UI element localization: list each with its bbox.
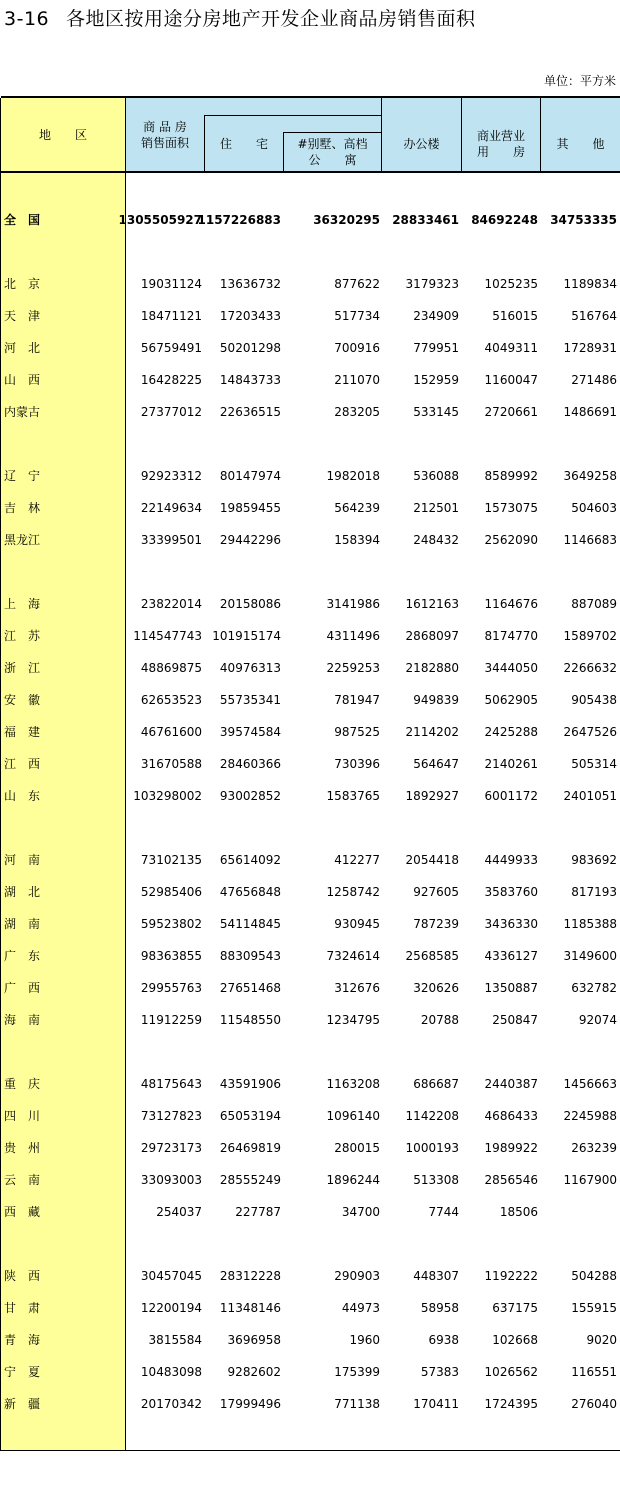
cell-commercial: 2720661 bbox=[484, 405, 538, 419]
cell-residential: 101915174 bbox=[212, 629, 281, 643]
cell-office: 248432 bbox=[413, 533, 459, 547]
cell-total: 12200194 bbox=[140, 1301, 202, 1315]
cell-other: 1728931 bbox=[563, 341, 617, 355]
cell-residential: 14843733 bbox=[219, 373, 281, 387]
region-name: 安 徽 bbox=[4, 693, 41, 707]
cell-commercial: 8174770 bbox=[484, 629, 538, 643]
table-row bbox=[0, 912, 620, 936]
cell-office: 170411 bbox=[413, 1397, 459, 1411]
cell-total: 48175643 bbox=[140, 1077, 202, 1091]
region-name: 江 苏 bbox=[4, 629, 41, 643]
cell-other: 2266632 bbox=[563, 661, 617, 675]
cell-villa: 987525 bbox=[334, 725, 380, 739]
cell-office: 949839 bbox=[413, 693, 459, 707]
cell-villa: 44973 bbox=[341, 1301, 380, 1315]
cell-residential: 11348146 bbox=[219, 1301, 281, 1315]
cell-commercial: 3436330 bbox=[484, 917, 538, 931]
cell-office: 513308 bbox=[413, 1173, 459, 1187]
cell-other: 2401051 bbox=[563, 789, 617, 803]
cell-villa: 1583765 bbox=[326, 789, 380, 803]
cell-office: 57383 bbox=[420, 1365, 459, 1379]
table-row bbox=[0, 1136, 620, 1160]
table-row bbox=[0, 624, 620, 648]
cell-commercial: 516015 bbox=[492, 309, 538, 323]
cell-other: 9020 bbox=[586, 1333, 617, 1347]
table-row bbox=[0, 1264, 620, 1288]
region-name: 上 海 bbox=[4, 597, 41, 611]
cell-total: 11912259 bbox=[140, 1013, 202, 1027]
header-other: 其 他 bbox=[556, 137, 605, 151]
cell-residential: 40976313 bbox=[219, 661, 281, 675]
cell-commercial: 250847 bbox=[492, 1013, 538, 1027]
cell-villa: 781947 bbox=[334, 693, 380, 707]
cell-total: 22149634 bbox=[140, 501, 202, 515]
table-row bbox=[0, 880, 620, 904]
cell-residential: 22636515 bbox=[219, 405, 281, 419]
region-name: 四 川 bbox=[4, 1109, 41, 1123]
cell-villa: 1163208 bbox=[326, 1077, 380, 1091]
cell-total: 29955763 bbox=[140, 981, 202, 995]
cell-total: 73127823 bbox=[140, 1109, 202, 1123]
cell-commercial: 2562090 bbox=[484, 533, 538, 547]
cell-commercial: 8589992 bbox=[484, 469, 538, 483]
cell-villa: 930945 bbox=[334, 917, 380, 931]
table-row bbox=[0, 1360, 620, 1384]
region-name: 陕 西 bbox=[4, 1269, 41, 1283]
table-row bbox=[0, 1072, 620, 1096]
region-name: 广 东 bbox=[4, 949, 41, 963]
cell-villa: 2259253 bbox=[326, 661, 380, 675]
cell-commercial: 4336127 bbox=[484, 949, 538, 963]
region-name: 广 西 bbox=[4, 981, 41, 995]
cell-office: 448307 bbox=[413, 1269, 459, 1283]
cell-other: 817193 bbox=[571, 885, 617, 899]
region-name: 吉 林 bbox=[4, 501, 41, 515]
cell-total: 23822014 bbox=[140, 597, 202, 611]
cell-office: 28833461 bbox=[392, 213, 459, 227]
cell-office: 2054418 bbox=[405, 853, 459, 867]
cell-other: 2647526 bbox=[563, 725, 617, 739]
cell-total: 254037 bbox=[156, 1205, 202, 1219]
cell-residential: 227787 bbox=[235, 1205, 281, 1219]
table-row bbox=[0, 336, 620, 360]
cell-commercial: 6001172 bbox=[484, 789, 538, 803]
region-name: 辽 宁 bbox=[4, 469, 41, 483]
region-name: 内蒙古 bbox=[4, 405, 41, 419]
cell-villa: 280015 bbox=[334, 1141, 380, 1155]
header-commercial: 商业营业 用 房 bbox=[476, 129, 525, 159]
cell-total: 33093003 bbox=[140, 1173, 202, 1187]
cell-commercial: 1192222 bbox=[484, 1269, 538, 1283]
table-row bbox=[0, 592, 620, 616]
cell-residential: 20158086 bbox=[219, 597, 281, 611]
cell-total: 46761600 bbox=[140, 725, 202, 739]
header-office: 办公楼 bbox=[403, 137, 440, 151]
cell-commercial: 1573075 bbox=[484, 501, 538, 515]
cell-villa: 564239 bbox=[334, 501, 380, 515]
table-row bbox=[0, 1328, 620, 1352]
table-row bbox=[0, 1168, 620, 1192]
cell-total: 33399501 bbox=[140, 533, 202, 547]
cell-total: 48869875 bbox=[140, 661, 202, 675]
table-title: 各地区按用途分房地产开发企业商品房销售面积 bbox=[66, 8, 476, 30]
region-name: 全 国 bbox=[4, 213, 41, 227]
cell-office: 152959 bbox=[413, 373, 459, 387]
region-name: 贵 州 bbox=[4, 1141, 41, 1155]
cell-other: 263239 bbox=[571, 1141, 617, 1155]
cell-other: 34753335 bbox=[550, 213, 617, 227]
cell-other: 1146683 bbox=[563, 533, 617, 547]
table-row bbox=[0, 688, 620, 712]
table-row bbox=[0, 1200, 620, 1224]
region-name: 山 东 bbox=[4, 789, 41, 803]
cell-office: 212501 bbox=[413, 501, 459, 515]
cell-office: 2868097 bbox=[405, 629, 459, 643]
cell-other: 504288 bbox=[571, 1269, 617, 1283]
cell-other: 2245988 bbox=[563, 1109, 617, 1123]
cell-residential: 3696958 bbox=[227, 1333, 281, 1347]
region-name: 黑龙江 bbox=[4, 533, 41, 547]
header-villa: #别墅、高档 公 寓 bbox=[297, 137, 368, 167]
cell-total: 16428225 bbox=[140, 373, 202, 387]
cell-office: 3179323 bbox=[405, 277, 459, 291]
cell-total: 19031124 bbox=[140, 277, 202, 291]
cell-office: 536088 bbox=[413, 469, 459, 483]
cell-villa: 7324614 bbox=[326, 949, 380, 963]
cell-commercial: 2425288 bbox=[484, 725, 538, 739]
cell-total: 56759491 bbox=[140, 341, 202, 355]
header-total: 商 品 房 销售面积 bbox=[140, 120, 189, 150]
table-row bbox=[0, 528, 620, 552]
cell-total: 98363855 bbox=[140, 949, 202, 963]
region-name: 河 南 bbox=[4, 853, 41, 867]
cell-residential: 39574584 bbox=[219, 725, 281, 739]
cell-villa: 1096140 bbox=[326, 1109, 380, 1123]
cell-residential: 55735341 bbox=[219, 693, 281, 707]
cell-total: 27377012 bbox=[140, 405, 202, 419]
cell-residential: 17999496 bbox=[219, 1397, 281, 1411]
cell-other: 504603 bbox=[571, 501, 617, 515]
cell-villa: 1960 bbox=[349, 1333, 380, 1347]
cell-office: 234909 bbox=[413, 309, 459, 323]
cell-office: 2114202 bbox=[405, 725, 459, 739]
cell-villa: 412277 bbox=[334, 853, 380, 867]
cell-total: 103298002 bbox=[133, 789, 202, 803]
cell-office: 1612163 bbox=[405, 597, 459, 611]
region-name: 云 南 bbox=[4, 1173, 41, 1187]
cell-other: 1167900 bbox=[563, 1173, 617, 1187]
cell-commercial: 1160047 bbox=[484, 373, 538, 387]
cell-commercial: 4049311 bbox=[484, 341, 538, 355]
cell-total: 18471121 bbox=[140, 309, 202, 323]
cell-other: 905438 bbox=[571, 693, 617, 707]
cell-total: 1305505927 bbox=[118, 213, 202, 227]
cell-commercial: 18506 bbox=[499, 1205, 538, 1219]
table-row bbox=[0, 848, 620, 872]
cell-villa: 771138 bbox=[334, 1397, 380, 1411]
region-name: 青 海 bbox=[4, 1333, 41, 1347]
cell-total: 29723173 bbox=[140, 1141, 202, 1155]
cell-villa: 3141986 bbox=[326, 597, 380, 611]
cell-other: 983692 bbox=[571, 853, 617, 867]
cell-residential: 17203433 bbox=[219, 309, 281, 323]
cell-villa: 4311496 bbox=[326, 629, 380, 643]
cell-other: 116551 bbox=[571, 1365, 617, 1379]
cell-commercial: 3583760 bbox=[484, 885, 538, 899]
cell-residential: 43591906 bbox=[219, 1077, 281, 1091]
cell-residential: 1157226883 bbox=[197, 213, 281, 227]
table-row bbox=[0, 368, 620, 392]
cell-total: 114547743 bbox=[133, 629, 202, 643]
cell-commercial: 1164676 bbox=[484, 597, 538, 611]
cell-office: 2568585 bbox=[405, 949, 459, 963]
region-name: 甘 肃 bbox=[4, 1301, 41, 1315]
region-name: 福 建 bbox=[4, 725, 41, 739]
cell-residential: 9282602 bbox=[227, 1365, 281, 1379]
header-residential: 住 宅 bbox=[219, 137, 268, 151]
table-row bbox=[0, 1296, 620, 1320]
table-row bbox=[0, 1392, 620, 1416]
cell-commercial: 1724395 bbox=[484, 1397, 538, 1411]
cell-total: 30457045 bbox=[140, 1269, 202, 1283]
cell-total: 31670588 bbox=[140, 757, 202, 771]
cell-commercial: 2140261 bbox=[484, 757, 538, 771]
cell-villa: 290903 bbox=[334, 1269, 380, 1283]
table-row bbox=[0, 752, 620, 776]
cell-residential: 65053194 bbox=[219, 1109, 281, 1123]
cell-commercial: 1025235 bbox=[484, 277, 538, 291]
cell-villa: 1258742 bbox=[326, 885, 380, 899]
cell-other: 1486691 bbox=[563, 405, 617, 419]
region-name: 新 疆 bbox=[4, 1397, 41, 1411]
table-number: 3-16 bbox=[4, 8, 50, 30]
cell-residential: 28312228 bbox=[219, 1269, 281, 1283]
cell-commercial: 3444050 bbox=[484, 661, 538, 675]
table-row bbox=[0, 944, 620, 968]
cell-office: 58958 bbox=[420, 1301, 459, 1315]
cell-commercial: 1026562 bbox=[484, 1365, 538, 1379]
header-region: 地 区 bbox=[38, 128, 87, 142]
cell-other: 271486 bbox=[571, 373, 617, 387]
cell-residential: 11548550 bbox=[219, 1013, 281, 1027]
cell-villa: 517734 bbox=[334, 309, 380, 323]
cell-other: 3149600 bbox=[563, 949, 617, 963]
cell-office: 1892927 bbox=[405, 789, 459, 803]
table-row bbox=[0, 208, 620, 232]
table-row bbox=[0, 272, 620, 296]
cell-residential: 80147974 bbox=[219, 469, 281, 483]
cell-other: 1189834 bbox=[563, 277, 617, 291]
cell-office: 320626 bbox=[413, 981, 459, 995]
cell-commercial: 2440387 bbox=[484, 1077, 538, 1091]
region-name: 重 庆 bbox=[4, 1077, 41, 1091]
cell-other: 632782 bbox=[571, 981, 617, 995]
cell-villa: 283205 bbox=[334, 405, 380, 419]
cell-office: 1000193 bbox=[405, 1141, 459, 1155]
cell-residential: 88309543 bbox=[219, 949, 281, 963]
table-row bbox=[0, 400, 620, 424]
cell-residential: 50201298 bbox=[219, 341, 281, 355]
table-row bbox=[0, 784, 620, 808]
cell-total: 3815584 bbox=[148, 1333, 202, 1347]
cell-villa: 877622 bbox=[334, 277, 380, 291]
table-row bbox=[0, 656, 620, 680]
cell-total: 52985406 bbox=[140, 885, 202, 899]
cell-office: 6938 bbox=[428, 1333, 459, 1347]
cell-total: 59523802 bbox=[140, 917, 202, 931]
cell-office: 20788 bbox=[420, 1013, 459, 1027]
region-name: 北 京 bbox=[4, 277, 41, 291]
cell-other: 155915 bbox=[571, 1301, 617, 1315]
cell-residential: 13636732 bbox=[219, 277, 281, 291]
cell-office: 7744 bbox=[428, 1205, 459, 1219]
cell-residential: 27651468 bbox=[219, 981, 281, 995]
region-name: 湖 南 bbox=[4, 917, 41, 931]
cell-villa: 312676 bbox=[334, 981, 380, 995]
cell-office: 2182880 bbox=[405, 661, 459, 675]
cell-other: 505314 bbox=[571, 757, 617, 771]
cell-other: 92074 bbox=[578, 1013, 617, 1027]
cell-total: 10483098 bbox=[140, 1365, 202, 1379]
table-row bbox=[0, 464, 620, 488]
region-name: 河 北 bbox=[4, 341, 41, 355]
cell-commercial: 4449933 bbox=[484, 853, 538, 867]
cell-other: 516764 bbox=[571, 309, 617, 323]
cell-villa: 730396 bbox=[334, 757, 380, 771]
cell-villa: 34700 bbox=[341, 1205, 380, 1219]
table-row bbox=[0, 496, 620, 520]
cell-commercial: 2856546 bbox=[484, 1173, 538, 1187]
cell-villa: 1896244 bbox=[326, 1173, 380, 1187]
cell-villa: 158394 bbox=[334, 533, 380, 547]
unit-label: 单位：平方米 bbox=[543, 74, 616, 88]
cell-commercial: 1350887 bbox=[484, 981, 538, 995]
cell-office: 686687 bbox=[413, 1077, 459, 1091]
region-name: 宁 夏 bbox=[4, 1365, 41, 1379]
region-name: 湖 北 bbox=[4, 885, 41, 899]
table-row bbox=[0, 1008, 620, 1032]
region-name: 天 津 bbox=[4, 309, 41, 323]
cell-commercial: 5062905 bbox=[484, 693, 538, 707]
cell-total: 92923312 bbox=[140, 469, 202, 483]
cell-other: 3649258 bbox=[563, 469, 617, 483]
cell-residential: 26469819 bbox=[219, 1141, 281, 1155]
cell-total: 62653523 bbox=[140, 693, 202, 707]
region-name: 浙 江 bbox=[4, 661, 41, 675]
cell-office: 1142208 bbox=[405, 1109, 459, 1123]
cell-other: 887089 bbox=[571, 597, 617, 611]
cell-villa: 1234795 bbox=[326, 1013, 380, 1027]
cell-residential: 28555249 bbox=[219, 1173, 281, 1187]
cell-commercial: 4686433 bbox=[484, 1109, 538, 1123]
cell-office: 927605 bbox=[413, 885, 459, 899]
cell-residential: 65614092 bbox=[219, 853, 281, 867]
cell-other: 1589702 bbox=[563, 629, 617, 643]
cell-villa: 211070 bbox=[334, 373, 380, 387]
cell-office: 787239 bbox=[413, 917, 459, 931]
cell-villa: 36320295 bbox=[313, 213, 380, 227]
cell-villa: 1982018 bbox=[326, 469, 380, 483]
table-row bbox=[0, 1104, 620, 1128]
region-name: 山 西 bbox=[4, 373, 41, 387]
cell-villa: 175399 bbox=[334, 1365, 380, 1379]
table-row bbox=[0, 720, 620, 744]
cell-office: 779951 bbox=[413, 341, 459, 355]
region-name: 江 西 bbox=[4, 757, 41, 771]
cell-total: 73102135 bbox=[140, 853, 202, 867]
cell-residential: 29442296 bbox=[219, 533, 281, 547]
cell-residential: 19859455 bbox=[219, 501, 281, 515]
cell-office: 533145 bbox=[413, 405, 459, 419]
cell-other: 276040 bbox=[571, 1397, 617, 1411]
cell-total: 20170342 bbox=[140, 1397, 202, 1411]
cell-commercial: 1989922 bbox=[484, 1141, 538, 1155]
region-name: 西 藏 bbox=[4, 1205, 41, 1219]
cell-villa: 700916 bbox=[334, 341, 380, 355]
cell-residential: 54114845 bbox=[219, 917, 281, 931]
cell-commercial: 84692248 bbox=[471, 213, 538, 227]
cell-other: 1456663 bbox=[563, 1077, 617, 1091]
cell-residential: 93002852 bbox=[219, 789, 281, 803]
cell-residential: 47656848 bbox=[219, 885, 281, 899]
cell-office: 564647 bbox=[413, 757, 459, 771]
cell-commercial: 102668 bbox=[492, 1333, 538, 1347]
cell-residential: 28460366 bbox=[219, 757, 281, 771]
cell-commercial: 637175 bbox=[492, 1301, 538, 1315]
cell-other: 1185388 bbox=[563, 917, 617, 931]
region-name: 海 南 bbox=[4, 1013, 41, 1027]
table-row bbox=[0, 976, 620, 1000]
table-row bbox=[0, 304, 620, 328]
